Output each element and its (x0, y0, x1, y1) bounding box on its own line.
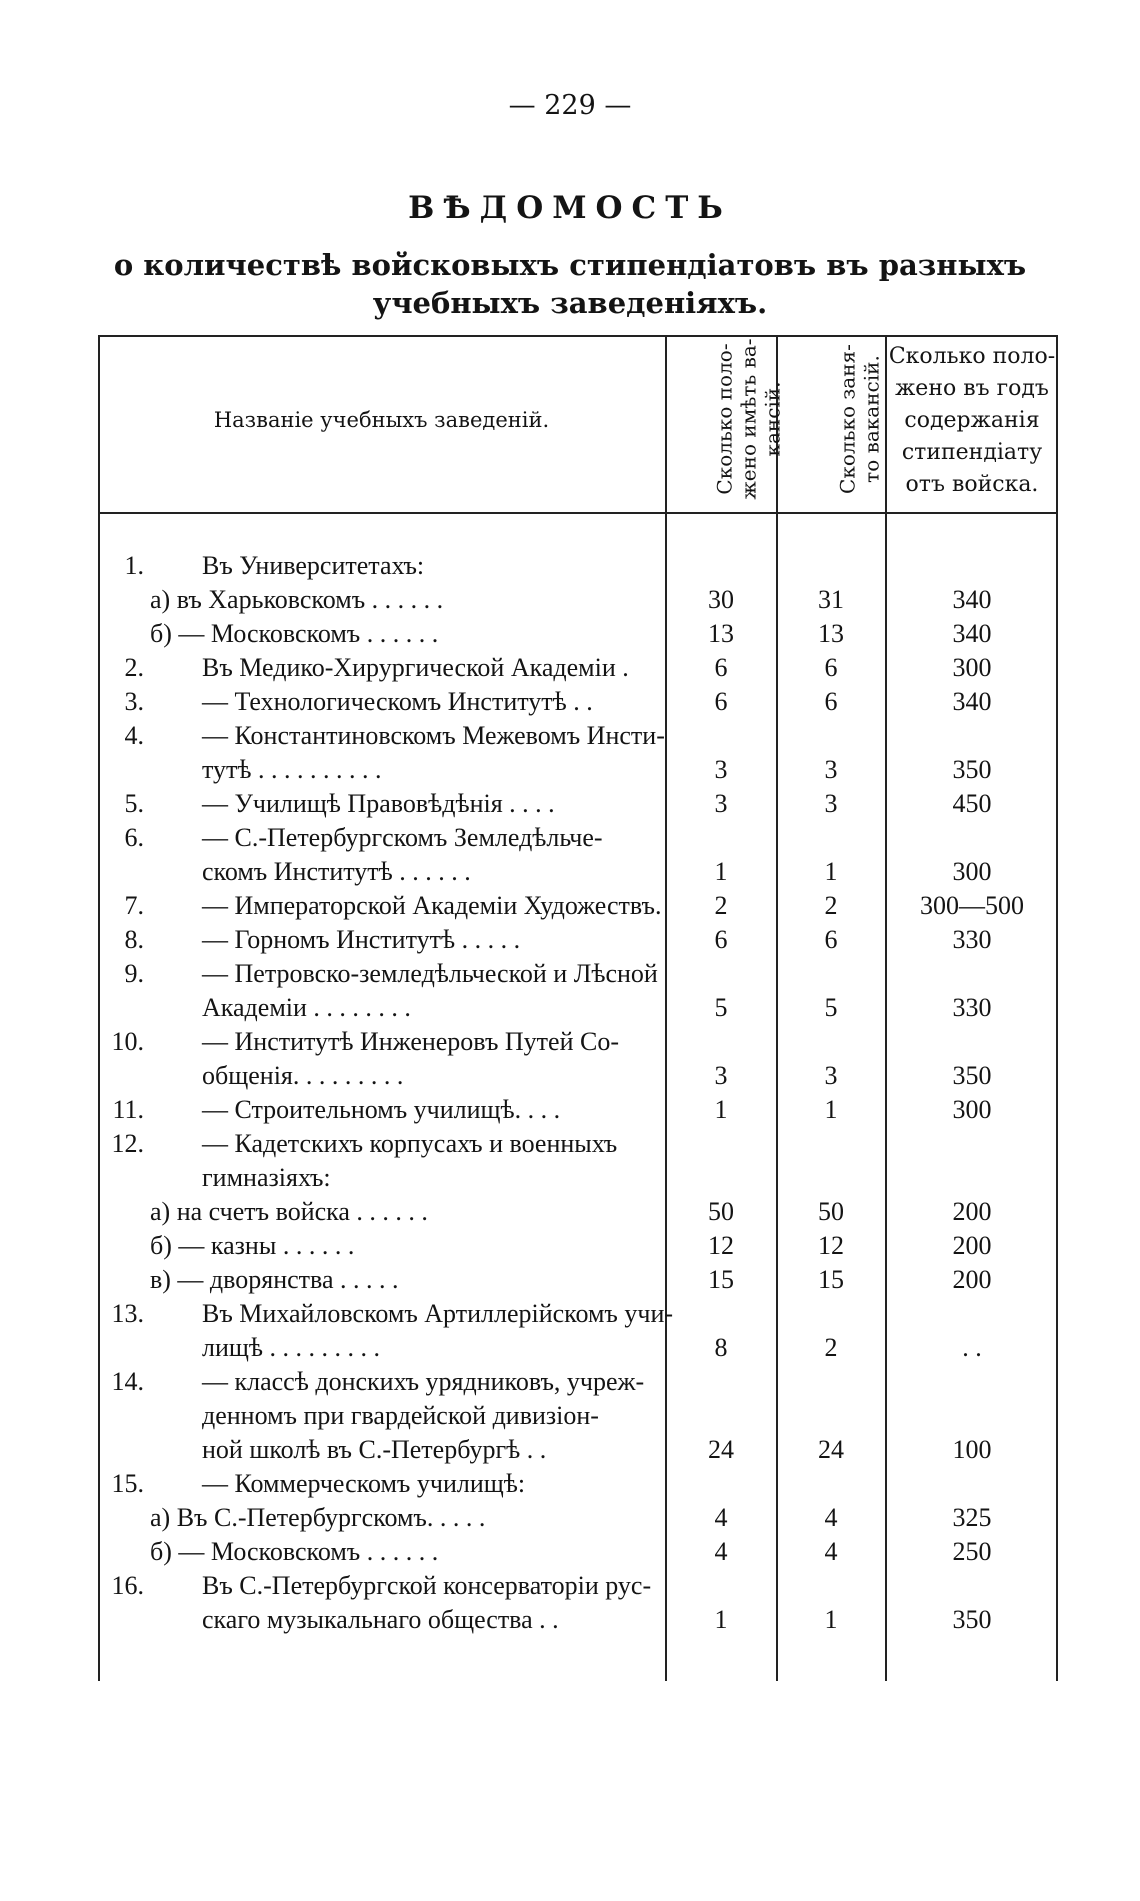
row-institution: — Коммерческомъ училищѣ: (202, 1469, 526, 1498)
row-institution: — С.-Петербургскомъ Земледѣльче- (202, 823, 603, 852)
row-vacancies-filled: 4 (824, 1503, 838, 1532)
row-vacancies-allotted: 2 (714, 891, 728, 920)
table-row (98, 1501, 1058, 1535)
row-annual-funding: 340 (952, 687, 992, 716)
row-number: 15. (111, 1469, 144, 1498)
row-vacancies-allotted: 3 (714, 789, 728, 818)
table-top-rule (98, 335, 1058, 337)
table-row (98, 923, 1058, 957)
row-institution: лищѣ . . . . . . . . . (202, 1333, 381, 1362)
table-row (98, 991, 1058, 1025)
table-row (98, 1365, 1058, 1399)
table-row (98, 1263, 1058, 1297)
row-vacancies-allotted: 6 (714, 925, 728, 954)
row-number: 7. (124, 891, 144, 920)
row-annual-funding: 300—500 (920, 891, 1024, 920)
row-vacancies-filled: 3 (824, 789, 838, 818)
table-row (98, 1433, 1058, 1467)
row-institution: — Константиновскомъ Межевомъ Инсти- (202, 721, 665, 750)
row-number: 11. (112, 1095, 144, 1124)
row-institution: тутѣ . . . . . . . . . . (202, 755, 382, 784)
header-vacancies-allotted: Сколько поло- жено имѣть ва- кансій. (712, 338, 785, 500)
row-vacancies-filled: 1 (824, 857, 838, 886)
row-institution: скомъ Институтѣ . . . . . . (202, 857, 471, 886)
table-row (98, 685, 1058, 719)
row-institution: гимназіяхъ: (202, 1163, 331, 1192)
stipend-table (98, 335, 1058, 1681)
table-row (98, 617, 1058, 651)
row-institution: в) — дворянства . . . . . (150, 1265, 399, 1294)
table-row (98, 719, 1058, 753)
table-row (98, 1127, 1058, 1161)
row-institution: б) — Московскомъ . . . . . . (150, 1537, 439, 1566)
row-institution: б) — Московскомъ . . . . . . (150, 619, 439, 648)
header-vacancies-filled: Сколько заня- то вакансій. (835, 344, 884, 494)
table-row (98, 1569, 1058, 1603)
row-number: 16. (111, 1571, 144, 1600)
row-vacancies-allotted: 24 (708, 1435, 734, 1464)
row-vacancies-allotted: 1 (714, 1605, 728, 1634)
row-number: 9. (124, 959, 144, 988)
row-vacancies-filled: 4 (824, 1537, 838, 1566)
row-annual-funding: 340 (952, 619, 992, 648)
row-number: 5. (124, 789, 144, 818)
row-institution: б) — казны . . . . . . (150, 1231, 355, 1260)
row-institution: — Училищѣ Правовѣдѣнія . . . . (202, 789, 555, 818)
table-row (98, 1535, 1058, 1569)
row-institution: Въ Михайловскомъ Артиллерійскомъ учи- (202, 1299, 674, 1328)
row-institution: денномъ при гвардейской дивизіон- (202, 1401, 599, 1430)
row-annual-funding: 300 (952, 1095, 992, 1124)
row-annual-funding: 250 (952, 1537, 992, 1566)
row-vacancies-allotted: 6 (714, 687, 728, 716)
row-annual-funding: 340 (952, 585, 992, 614)
row-institution: скаго музыкальнаго общества . . (202, 1605, 559, 1634)
row-institution: общенія. . . . . . . . . (202, 1061, 404, 1090)
row-institution: Академіи . . . . . . . . (202, 993, 411, 1022)
table-row (98, 821, 1058, 855)
row-institution: — Императорской Академіи Художествъ. (202, 891, 662, 920)
row-number: 12. (111, 1129, 144, 1158)
row-institution: — классѣ донскихъ урядниковъ, учреж- (202, 1367, 645, 1396)
table-row (98, 787, 1058, 821)
row-number: 4. (124, 721, 144, 750)
table-row (98, 1399, 1058, 1433)
table-row (98, 753, 1058, 787)
table-row (98, 651, 1058, 685)
row-annual-funding: 200 (952, 1265, 992, 1294)
row-institution: — Институтѣ Инженеровъ Путей Со- (202, 1027, 619, 1056)
row-annual-funding: 200 (952, 1231, 992, 1260)
row-annual-funding: 200 (952, 1197, 992, 1226)
row-institution: — Кадетскихъ корпусахъ и военныхъ (202, 1129, 618, 1158)
row-vacancies-filled: 15 (818, 1265, 844, 1294)
row-vacancies-allotted: 6 (714, 653, 728, 682)
row-institution: Въ С.-Петербургской консерваторіи рус- (202, 1571, 652, 1600)
row-vacancies-allotted: 4 (714, 1537, 728, 1566)
row-number: 2. (124, 653, 144, 682)
table-row (98, 549, 1058, 583)
row-vacancies-filled: 2 (824, 1333, 838, 1362)
row-institution: — Петровско-земледѣльческой и Лѣсной (202, 959, 658, 988)
row-vacancies-allotted: 15 (708, 1265, 734, 1294)
row-annual-funding: 450 (952, 789, 992, 818)
row-vacancies-allotted: 8 (714, 1333, 728, 1362)
table-row (98, 1093, 1058, 1127)
row-institution: — Технологическомъ Институтѣ . . (202, 687, 593, 716)
header-institution-name: Названіе учебныхъ заведеній. (213, 408, 550, 432)
row-number: 3. (124, 687, 144, 716)
row-vacancies-filled: 2 (824, 891, 838, 920)
row-annual-funding: 330 (952, 925, 992, 954)
row-institution: Въ Медико-Хирургической Академіи . (202, 653, 629, 682)
row-number: 6. (124, 823, 144, 852)
table-row (98, 583, 1058, 617)
table-row (98, 855, 1058, 889)
table-row (98, 1229, 1058, 1263)
row-number: 1. (124, 551, 144, 580)
row-vacancies-allotted: 13 (708, 619, 734, 648)
table-row (98, 1161, 1058, 1195)
row-number: 14. (111, 1367, 144, 1396)
row-vacancies-allotted: 4 (714, 1503, 728, 1532)
row-number: 10. (111, 1027, 144, 1056)
table-header-rule (98, 512, 1058, 514)
header-annual-funding: Сколько поло- жено въ годъ содержанія стипендіату отъ войска. (888, 344, 1056, 497)
row-annual-funding: 325 (952, 1503, 992, 1532)
row-annual-funding: 330 (952, 993, 992, 1022)
row-vacancies-filled: 50 (818, 1197, 844, 1226)
document-subtitle-line-2: учебныхъ заведеніяхъ. (372, 286, 768, 320)
row-institution: а) въ Харьковскомъ . . . . . . (150, 585, 444, 614)
row-institution: — Горномъ Институтѣ . . . . . (202, 925, 521, 954)
row-vacancies-allotted: 12 (708, 1231, 734, 1260)
row-vacancies-filled: 5 (824, 993, 838, 1022)
document-title: ВѢДОМОСТЬ (408, 190, 732, 226)
row-institution: ной школѣ въ С.-Петербургѣ . . (202, 1435, 547, 1464)
table-row (98, 889, 1058, 923)
row-vacancies-filled: 24 (818, 1435, 844, 1464)
row-annual-funding: 100 (952, 1435, 992, 1464)
row-vacancies-filled: 6 (824, 687, 838, 716)
table-row (98, 1467, 1058, 1501)
row-annual-funding: . . (962, 1333, 982, 1362)
row-vacancies-filled: 12 (818, 1231, 844, 1260)
page-number: — 229 — (508, 90, 632, 121)
row-annual-funding: 350 (952, 1061, 992, 1090)
row-vacancies-filled: 3 (824, 1061, 838, 1090)
row-annual-funding: 300 (952, 653, 992, 682)
row-vacancies-filled: 6 (824, 653, 838, 682)
row-vacancies-allotted: 3 (714, 755, 728, 784)
table-row (98, 957, 1058, 991)
row-vacancies-filled: 13 (818, 619, 844, 648)
row-vacancies-allotted: 5 (714, 993, 728, 1022)
row-institution: а) на счетъ войска . . . . . . (150, 1197, 428, 1226)
row-annual-funding: 300 (952, 857, 992, 886)
row-annual-funding: 350 (952, 1605, 992, 1634)
row-number: 13. (111, 1299, 144, 1328)
table-row (98, 1025, 1058, 1059)
table-row (98, 1603, 1058, 1637)
row-number: 8. (124, 925, 144, 954)
table-row (98, 1195, 1058, 1229)
row-vacancies-filled: 6 (824, 925, 838, 954)
row-vacancies-filled: 1 (824, 1605, 838, 1634)
document-subtitle-line-1: о количествѣ войсковыхъ стипендіатовъ въ разныхъ (113, 248, 1027, 282)
row-vacancies-allotted: 50 (708, 1197, 734, 1226)
row-institution: а) Въ С.-Петербургскомъ. . . . . (150, 1503, 486, 1532)
table-row (98, 1331, 1058, 1365)
row-vacancies-allotted: 3 (714, 1061, 728, 1090)
row-institution: — Строительномъ училищѣ. . . . (202, 1095, 561, 1124)
row-vacancies-allotted: 1 (714, 1095, 728, 1124)
row-vacancies-allotted: 1 (714, 857, 728, 886)
table-row (98, 1297, 1058, 1331)
row-vacancies-filled: 31 (818, 585, 844, 614)
row-annual-funding: 350 (952, 755, 992, 784)
row-vacancies-filled: 1 (824, 1095, 838, 1124)
row-vacancies-filled: 3 (824, 755, 838, 784)
row-institution: Въ Университетахъ: (202, 551, 425, 580)
table-row (98, 1059, 1058, 1093)
row-vacancies-allotted: 30 (708, 585, 734, 614)
